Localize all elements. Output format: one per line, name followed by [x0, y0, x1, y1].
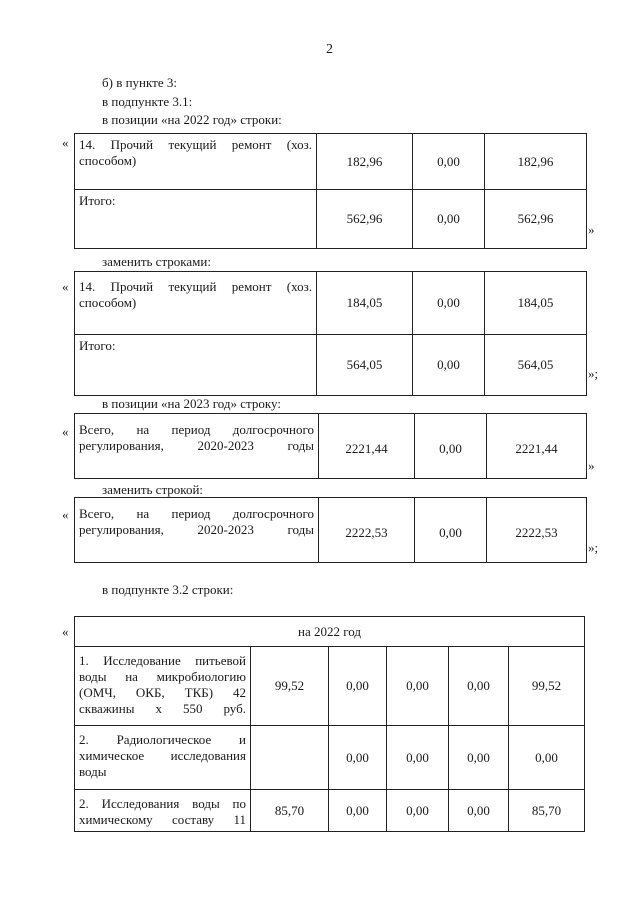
row-description: Всего, на период долгосрочного регулирования, 2020-2023 годы: [75, 498, 319, 563]
row-value-2: 0,00: [329, 647, 387, 726]
quote-close-2: »;: [588, 366, 599, 381]
row-value-2: 0,00: [413, 134, 485, 190]
row-value-4: 0,00: [449, 647, 509, 726]
quote-close-3: »: [588, 458, 595, 473]
intro-line-3: в позиции «на 2022 год» строки:: [102, 112, 282, 127]
row-value-5: 85,70: [509, 790, 585, 832]
row-value-2: 0,00: [329, 726, 387, 790]
row-value-5: 99,52: [509, 647, 585, 726]
table-2023-new: [74, 497, 587, 563]
quote-open-5: «: [62, 624, 69, 639]
quote-close-4: »;: [588, 540, 599, 555]
row-value-1: 99,52: [251, 647, 329, 726]
table-row: [75, 190, 587, 249]
row-value-3: 562,96: [485, 190, 587, 249]
quote-open-1: «: [62, 135, 69, 150]
intro-line-1: б) в пункте 3:: [102, 75, 177, 90]
row-value-4: 0,00: [449, 790, 509, 832]
row-value-1: 562,96: [317, 190, 413, 249]
row-value-1: 564,05: [317, 335, 413, 396]
row-value-1: 182,96: [317, 134, 413, 190]
row-value-3: 0,00: [387, 647, 449, 726]
row-value-2: 0,00: [413, 335, 485, 396]
row-description: Итого:: [75, 190, 317, 249]
table-header-row: [75, 617, 585, 647]
row-value-1: 2222,53: [319, 498, 415, 563]
row-value-2: 0,00: [415, 498, 487, 563]
row-value-3: 2221,44: [487, 414, 587, 479]
table-row: [75, 790, 585, 832]
intro-line-2: в подпункте 3.1:: [102, 94, 193, 109]
row-value-1: 2221,44: [319, 414, 415, 479]
row-description: 14. Прочий текущий ремонт (хоз. способом): [75, 134, 317, 190]
replace-row-text: заменить строкой:: [102, 482, 204, 497]
row-value-1: 184,05: [317, 272, 413, 335]
table-row: [75, 335, 587, 396]
row-description: Всего, на период долгосрочного регулирования, 2020-2023 годы: [75, 414, 319, 479]
quote-open-4: «: [62, 507, 69, 522]
table-row: [75, 498, 587, 563]
subitem-3-2-text: в подпункте 3.2 строки:: [102, 582, 234, 597]
row-value-1: [251, 726, 329, 790]
row-value-3: 182,96: [485, 134, 587, 190]
row-value-2: 0,00: [329, 790, 387, 832]
quote-open-2: «: [62, 279, 69, 294]
row-value-3: 184,05: [485, 272, 587, 335]
table-row: [75, 414, 587, 479]
replace-rows-text: заменить строками:: [102, 254, 211, 269]
row-description: 2. Исследования воды по химическому составу 11: [75, 790, 251, 832]
table-2023-old: [74, 413, 587, 479]
page-number: 2: [326, 42, 333, 57]
row-value-3: 2222,53: [487, 498, 587, 563]
row-value-3: 0,00: [387, 726, 449, 790]
table-row: [75, 647, 585, 726]
table-row: [75, 726, 585, 790]
row-value-2: 0,00: [413, 190, 485, 249]
row-value-3: 0,00: [387, 790, 449, 832]
quote-open-3: «: [62, 424, 69, 439]
row-description: Итого:: [75, 335, 317, 396]
row-value-5: 0,00: [509, 726, 585, 790]
row-value-3: 564,05: [485, 335, 587, 396]
table-row: [75, 134, 587, 190]
row-description: 14. Прочий текущий ремонт (хоз. способом): [75, 272, 317, 335]
table-header-year: на 2022 год: [75, 617, 585, 647]
quote-close-1: »: [588, 222, 595, 237]
row-value-2: 0,00: [415, 414, 487, 479]
position-2023-text: в позиции «на 2023 год» строку:: [102, 396, 281, 411]
row-value-2: 0,00: [413, 272, 485, 335]
table-3-2-2022: [74, 616, 585, 832]
row-description: 1. Исследование питьевой воды на микробиологию (ОМЧ, ОКБ, ТКБ) 42 скважины х 550 руб.: [75, 647, 251, 726]
row-value-1: 85,70: [251, 790, 329, 832]
row-value-4: 0,00: [449, 726, 509, 790]
table-2022-old: [74, 133, 587, 249]
table-2022-new: [74, 271, 587, 396]
row-description: 2. Радиологическое и химическое исследования воды: [75, 726, 251, 790]
table-row: [75, 272, 587, 335]
